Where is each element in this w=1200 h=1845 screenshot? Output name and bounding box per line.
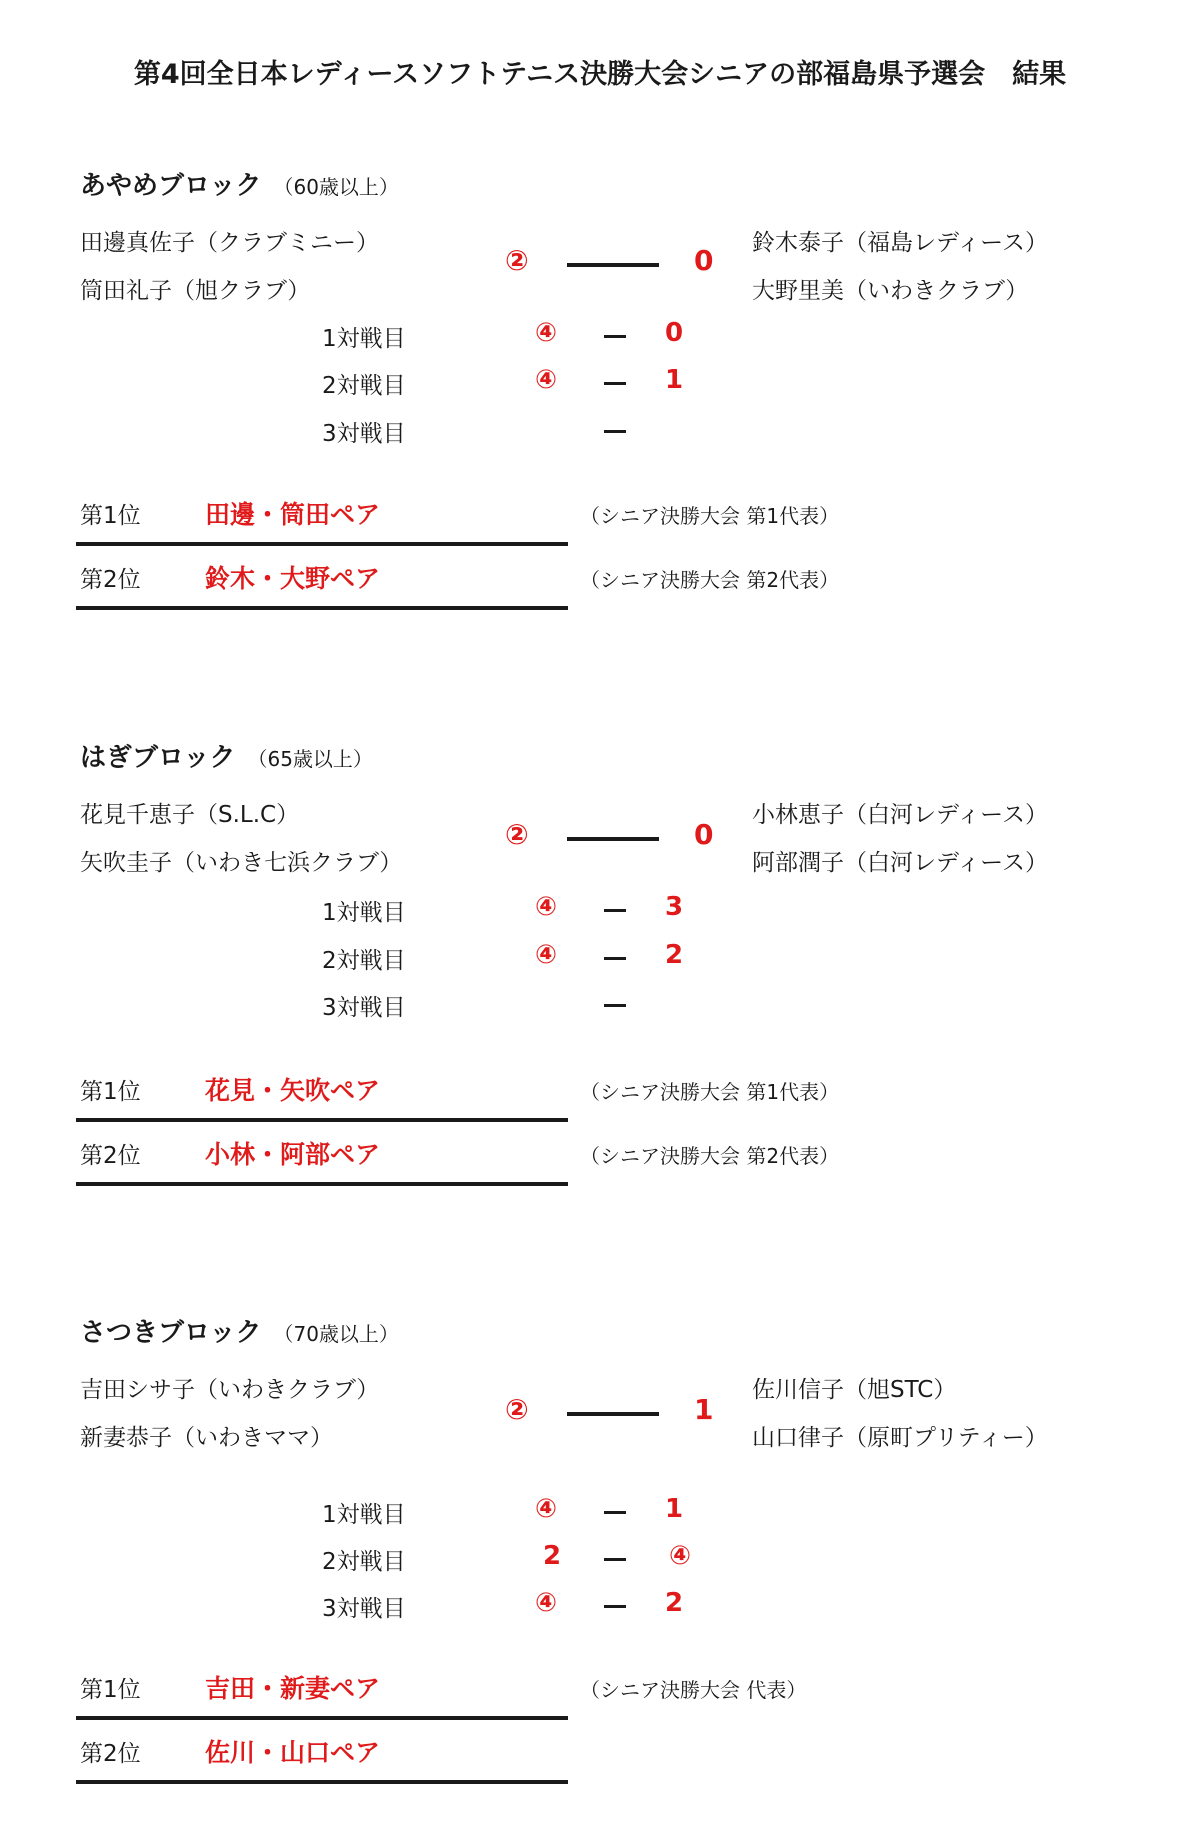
overall-left-score: ② <box>505 818 529 851</box>
rank-label: 第2位 <box>80 1143 141 1169</box>
overall-dash <box>567 1412 659 1416</box>
round-label: 1対戦目 <box>322 326 406 352</box>
right-player-1: 鈴木泰子（福島レディース） <box>752 230 1049 256</box>
round-right-score: 2 <box>664 1588 684 1618</box>
right-player-2: 大野里美（いわきクラブ） <box>752 278 1029 304</box>
page-title: 第4回全日本レディースソフトテニス決勝大会シニアの部福島県予選会 結果 <box>133 59 1067 90</box>
overall-right-score: 0 <box>694 244 714 277</box>
round-right-score: ④ <box>668 1541 691 1571</box>
round-label: 2対戦目 <box>322 373 406 399</box>
round-left-score: ④ <box>534 1588 557 1618</box>
round-dash <box>604 1511 626 1514</box>
rank-label: 第1位 <box>80 503 141 529</box>
round-label: 3対戦目 <box>322 421 406 447</box>
rank-divider <box>76 1118 568 1122</box>
rank-label: 第1位 <box>80 1677 141 1703</box>
round-left-score: ④ <box>534 940 557 970</box>
round-right-score: 3 <box>664 892 684 922</box>
overall-right-score: 1 <box>694 1393 714 1426</box>
round-dash <box>604 382 626 385</box>
rank-pair: 田邊・筒田ペア <box>205 500 381 529</box>
block-age: （65歳以上） <box>247 747 373 771</box>
right-player-2: 阿部潤子（白河レディース） <box>752 850 1049 876</box>
round-right-score: 0 <box>664 318 684 348</box>
rank-divider <box>76 542 568 546</box>
block-title <box>80 165 399 202</box>
block-name: さつきブロック <box>80 1318 262 1348</box>
rank-divider <box>76 1716 568 1720</box>
round-dash <box>604 957 626 960</box>
rank-label: 第2位 <box>80 567 141 593</box>
rank-representative: （シニア決勝大会 第2代表） <box>580 568 840 592</box>
rank-divider <box>76 1780 568 1784</box>
rank-pair: 佐川・山口ペア <box>205 1738 381 1767</box>
round-dash <box>604 1605 626 1608</box>
overall-dash <box>567 263 659 267</box>
round-label: 2対戦目 <box>322 1549 406 1575</box>
block-name: はぎブロック <box>80 743 236 773</box>
round-left-score: 2 <box>542 1541 562 1571</box>
left-player-2: 新妻恭子（いわきママ） <box>80 1425 333 1451</box>
round-label: 1対戦目 <box>322 900 406 926</box>
overall-right-score: 0 <box>694 818 714 851</box>
rank-label: 第1位 <box>80 1079 141 1105</box>
round-right-score: 2 <box>664 940 684 970</box>
left-player-1: 田邊真佐子（クラブミニー） <box>80 230 379 256</box>
round-right-score: 1 <box>664 1494 684 1524</box>
round-dash <box>604 335 626 338</box>
round-label: 1対戦目 <box>322 1502 406 1528</box>
block-title <box>80 737 373 774</box>
round-dash <box>604 1558 626 1561</box>
round-right-score: 1 <box>664 365 684 395</box>
block-age: （70歳以上） <box>273 1322 399 1346</box>
left-player-1: 吉田シサ子（いわきクラブ） <box>80 1377 380 1403</box>
round-left-score: ④ <box>534 892 557 922</box>
rank-representative: （シニア決勝大会 第2代表） <box>580 1144 840 1168</box>
left-player-2: 筒田礼子（旭クラブ） <box>80 278 311 304</box>
left-player-2: 矢吹圭子（いわき七浜クラブ） <box>80 850 403 876</box>
right-player-2: 山口律子（原町プリティー） <box>752 1425 1048 1451</box>
block-name: あやめブロック <box>80 171 262 201</box>
rank-representative: （シニア決勝大会 第1代表） <box>580 504 840 528</box>
round-label: 2対戦目 <box>322 948 406 974</box>
overall-left-score: ② <box>505 1393 529 1426</box>
rank-pair: 鈴木・大野ペア <box>205 564 381 593</box>
left-player-1: 花見千恵子（S.L.C） <box>80 802 300 828</box>
rank-pair: 小林・阿部ペア <box>205 1140 381 1169</box>
round-label: 3対戦目 <box>322 995 406 1021</box>
right-player-1: 小林恵子（白河レディース） <box>752 802 1049 828</box>
right-player-1: 佐川信子（旭STC） <box>752 1377 957 1403</box>
block-title <box>80 1312 399 1349</box>
round-left-score: ④ <box>534 365 557 395</box>
overall-dash <box>567 837 659 841</box>
rank-representative: （シニア決勝大会 代表） <box>580 1678 807 1702</box>
rank-divider <box>76 1182 568 1186</box>
block-age: （60歳以上） <box>273 175 399 199</box>
rank-pair: 花見・矢吹ペア <box>205 1076 381 1105</box>
rank-representative: （シニア決勝大会 第1代表） <box>580 1080 840 1104</box>
rank-pair: 吉田・新妻ペア <box>205 1674 381 1703</box>
overall-left-score: ② <box>505 244 529 277</box>
round-dash <box>604 1004 626 1007</box>
round-label: 3対戦目 <box>322 1596 406 1622</box>
rank-divider <box>76 606 568 610</box>
round-left-score: ④ <box>534 1494 557 1524</box>
round-left-score: ④ <box>534 318 557 348</box>
round-dash <box>604 909 626 912</box>
rank-label: 第2位 <box>80 1741 141 1767</box>
round-dash <box>604 430 626 433</box>
